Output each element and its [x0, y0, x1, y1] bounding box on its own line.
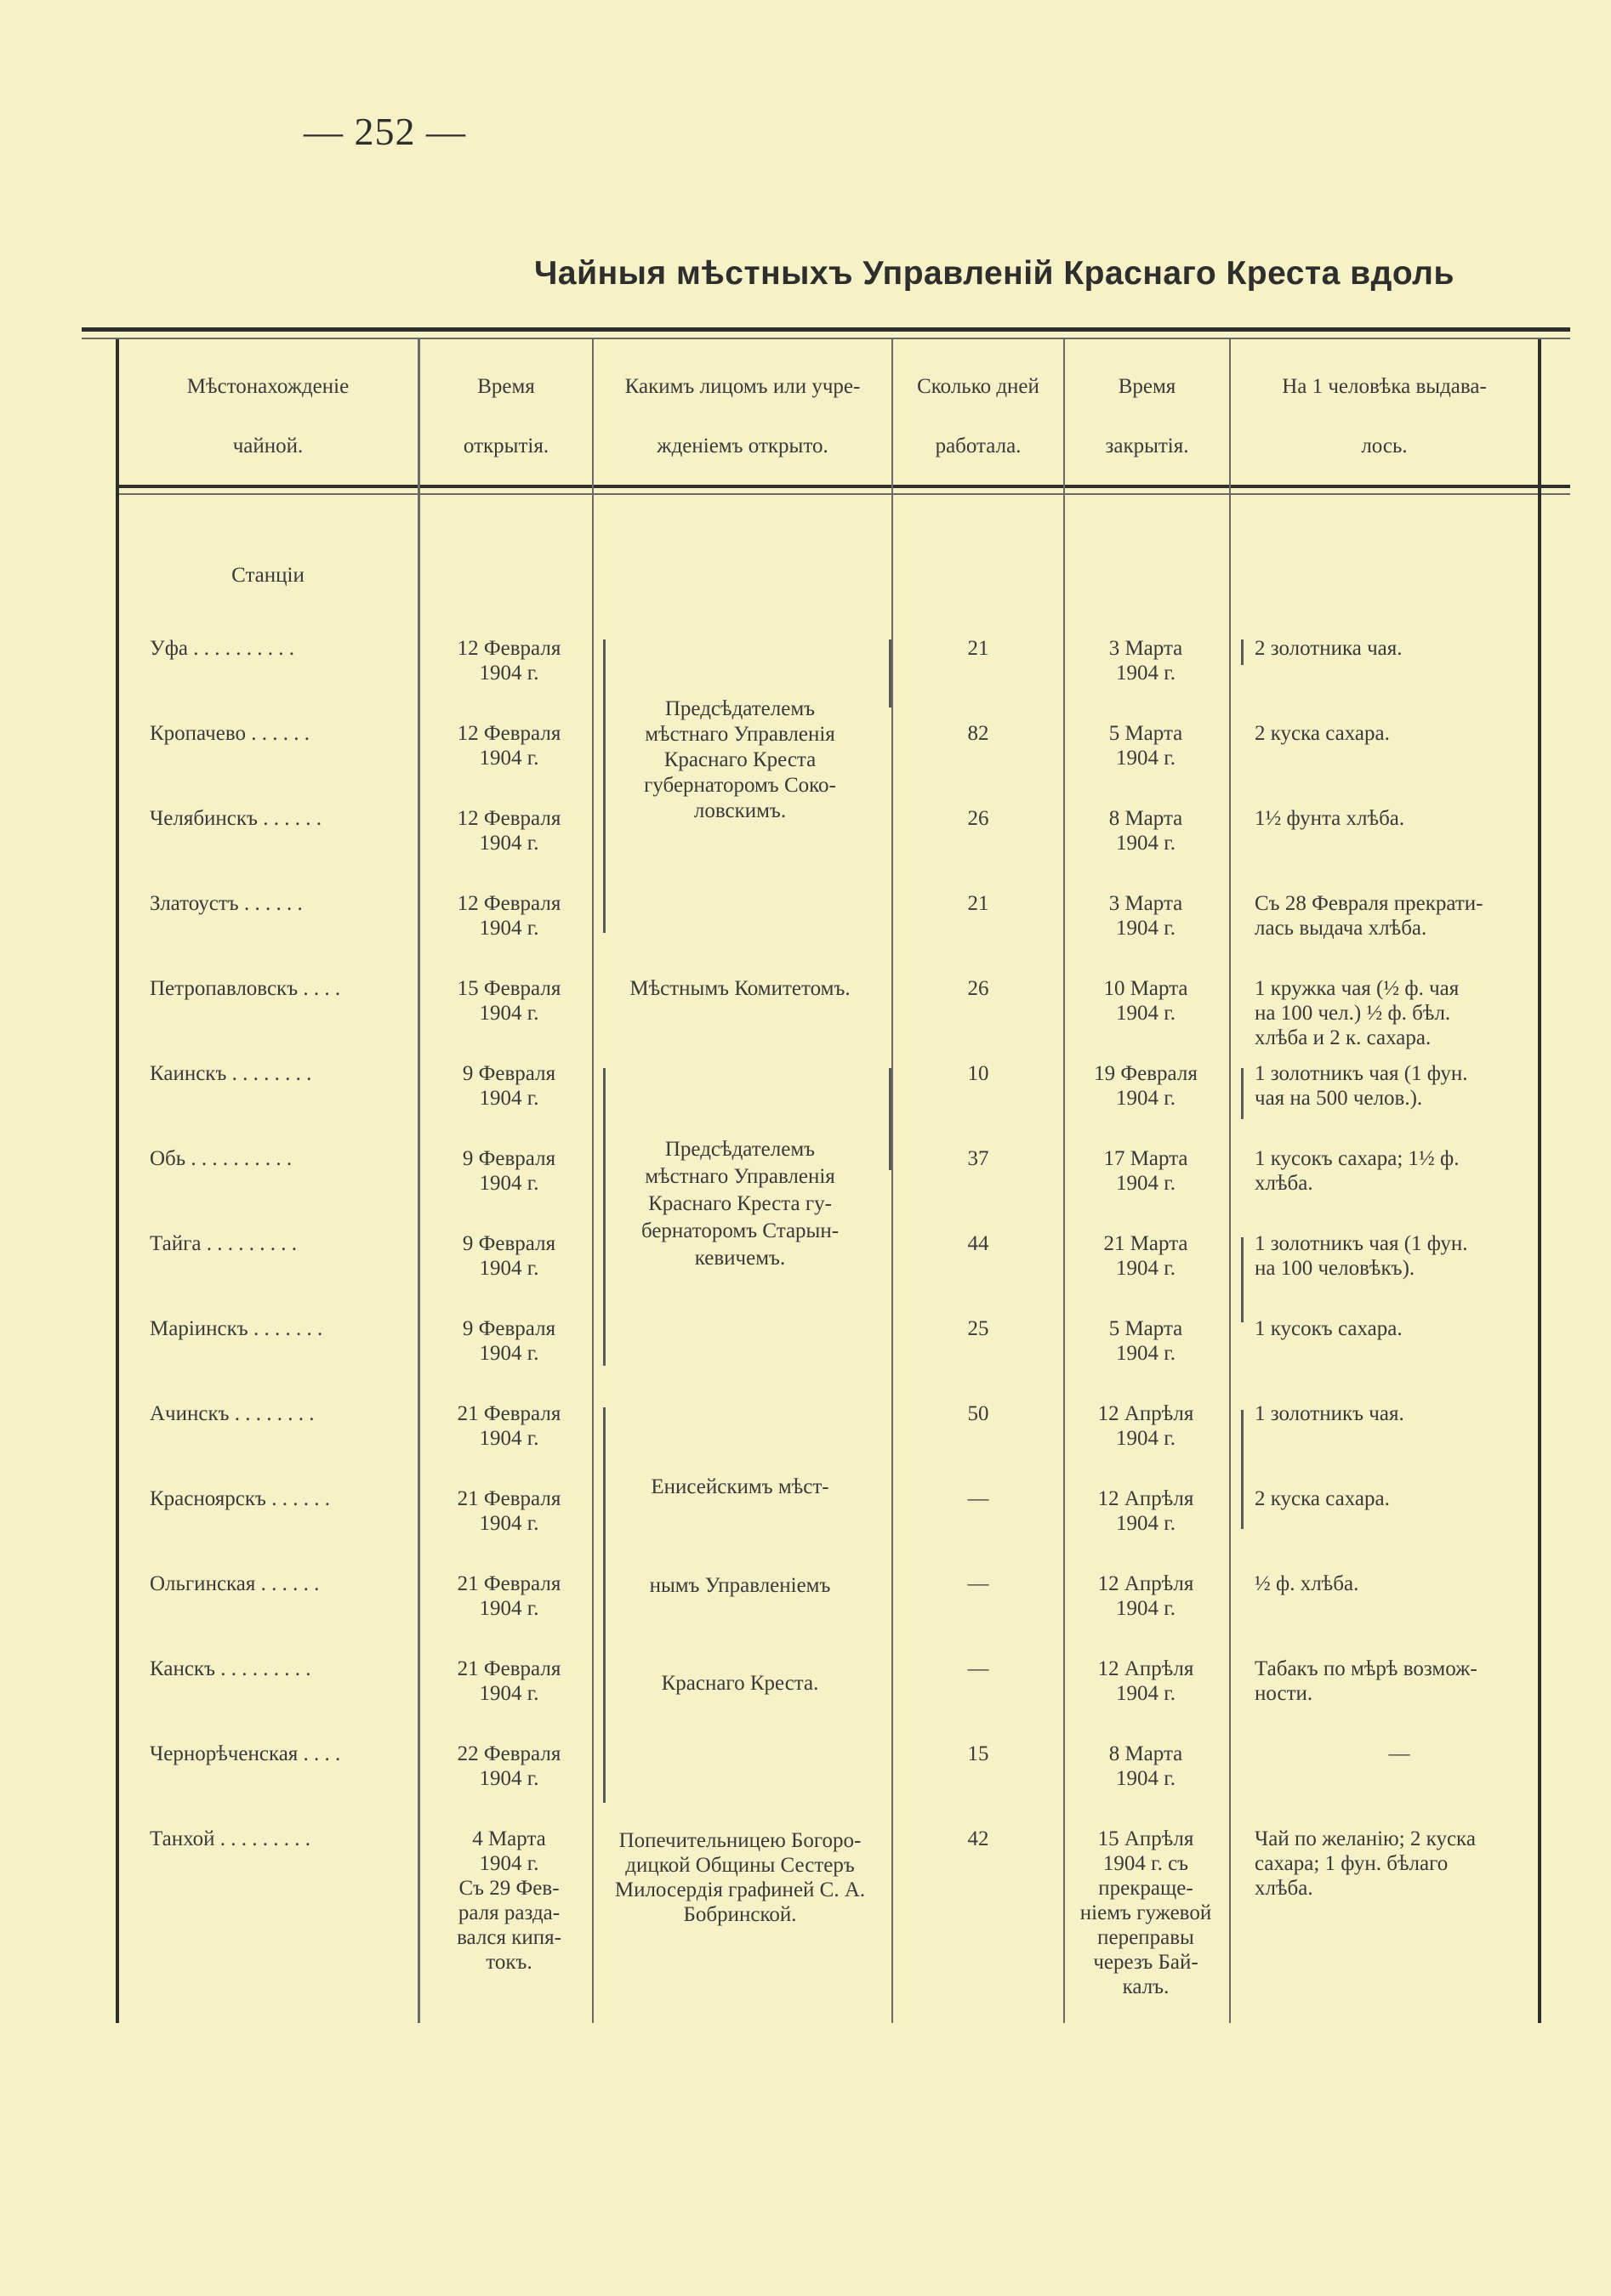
issued-per-person: Чай по желанію; 2 куска сахара; 1 фун. бѣлаго хлѣба.: [1255, 1827, 1476, 1900]
closing-date: 8 Марта 1904 г.: [1108, 807, 1183, 855]
header-closing-time: Время закрытія.: [1105, 375, 1189, 457]
station-name: Канскъ . . . . . . . . .: [150, 1657, 311, 1680]
brace-issued-4: [1241, 1410, 1244, 1529]
closing-date: 17 Марта 1904 г.: [1103, 1147, 1188, 1195]
opening-date: 15 Февраля 1904 г.: [457, 977, 561, 1025]
station-name: Уфа . . . . . . . . . .: [150, 637, 294, 660]
header-issued-per-person: На 1 человѣка выдава- лось.: [1282, 375, 1487, 457]
issued-per-person: 2 куска сахара.: [1255, 722, 1390, 745]
opened-by-group-1: Предсѣдателемъ мѣстнаго Управленія Краснаго Креста губернаторомъ Соко- ловскимъ.: [644, 697, 836, 822]
days-worked: 37: [967, 1147, 989, 1170]
closing-date: 19 Февраля 1904 г.: [1094, 1062, 1198, 1110]
brace-group-1-left: [603, 639, 606, 933]
station-name: Златоустъ . . . . . .: [150, 892, 303, 915]
closing-date: 3 Марта 1904 г.: [1108, 637, 1183, 685]
header-opened-by: Какимъ лицомъ или учре- жденіемъ открыто.: [624, 375, 861, 457]
opened-by-group-4-line-2: нымъ Управленіемъ: [649, 1574, 831, 1597]
brace-group-2-right: [889, 1068, 891, 1170]
column-divider-1: [418, 339, 420, 2023]
station-name: Петропавловскъ . . . .: [150, 977, 341, 1000]
opened-by-group-4-line-3: Краснаго Креста.: [661, 1672, 819, 1695]
days-worked: 82: [967, 722, 989, 745]
station-name: Маріинскъ . . . . . . .: [150, 1317, 323, 1340]
brace-issued-2: [1241, 1068, 1244, 1119]
table-left-border: [116, 339, 119, 2023]
opening-date: 21 Февраля 1904 г.: [457, 1657, 561, 1705]
days-worked: 15: [967, 1742, 989, 1765]
header-bottom-rule: [116, 485, 1570, 488]
opening-date: 9 Февраля 1904 г.: [462, 1317, 556, 1365]
closing-date: 3 Марта 1904 г.: [1108, 892, 1183, 940]
issued-per-person: 1 золотникъ чая (1 фун. на 100 человѣкъ).: [1255, 1232, 1468, 1280]
table-top-rule-inner: [82, 338, 1570, 339]
station-name: Ольгинская . . . . . .: [150, 1572, 320, 1595]
opened-by-group-3: Предсѣдателемъ мѣстнаго Управленія Краснаго Креста гу- бернаторомъ Старын- кевичемъ.: [640, 1138, 840, 1270]
closing-date: 5 Марта 1904 г.: [1108, 722, 1183, 770]
issued-per-person: Съ 28 Февраля прекрати- лась выдача хлѣба.: [1255, 892, 1483, 940]
brace-group-1-right: [889, 639, 891, 708]
station-name: Красноярскъ . . . . . .: [150, 1487, 330, 1510]
days-worked: 26: [967, 977, 989, 1000]
closing-date: 12 Апрѣля 1904 г.: [1097, 1487, 1194, 1535]
closing-date: 5 Марта 1904 г.: [1108, 1317, 1183, 1365]
days-worked: 10: [967, 1062, 989, 1085]
document-title: Чайныя мѣстныхъ Управленій Краснаго Креста вдоль: [534, 255, 1454, 292]
days-worked: 21: [967, 892, 989, 915]
closing-date: 10 Марта 1904 г.: [1103, 977, 1188, 1025]
header-opening-time: Время открытія.: [463, 375, 549, 457]
issued-per-person: —: [1388, 1742, 1410, 1765]
column-divider-5: [1229, 339, 1231, 2023]
station-name: Тайга . . . . . . . . .: [150, 1232, 297, 1255]
closing-date: 15 Апрѣля 1904 г. съ прекраще- ніемъ гужевой переправы черезъ Бай- калъ.: [1079, 1827, 1212, 1998]
closing-date: 12 Апрѣля 1904 г.: [1097, 1572, 1194, 1620]
table-top-rule: [82, 327, 1570, 332]
days-worked: —: [967, 1572, 989, 1595]
issued-per-person: 1 кусокъ сахара; 1½ ф. хлѣба.: [1255, 1147, 1460, 1195]
issued-per-person: 1 золотникъ чая (1 фун. чая на 500 челов.).: [1255, 1062, 1468, 1110]
days-worked: 26: [967, 807, 989, 830]
issued-per-person: 1½ фунта хлѣба.: [1255, 807, 1405, 830]
closing-date: 21 Марта 1904 г.: [1103, 1232, 1188, 1280]
issued-per-person: Табакъ по мѣрѣ возмож- ности.: [1255, 1657, 1477, 1705]
station-name: Кропачево . . . . . .: [150, 722, 310, 745]
opened-by-group-5: Попечительницею Богоро- дицкой Общины Сестеръ Милосердія графиней С. А. Бобринской.: [614, 1829, 866, 1926]
station-name: Ачинскъ . . . . . . . .: [150, 1402, 315, 1425]
opening-date: 9 Февраля 1904 г.: [462, 1062, 556, 1110]
station-name: Чернорѣченская . . . .: [150, 1742, 341, 1765]
header-location: Мѣстонахожденіе чайной.: [186, 375, 350, 457]
days-worked: 25: [967, 1317, 989, 1340]
opening-date: 21 Февраля 1904 г.: [457, 1402, 561, 1450]
opening-date: 4 Марта 1904 г. Съ 29 Фев- раля разда- вался кипя- токъ.: [457, 1827, 561, 1974]
issued-per-person: 1 кружка чая (½ ф. чая на 100 чел.) ½ ф. бѣл. хлѣба и 2 к. сахара.: [1255, 977, 1460, 1049]
brace-group-3-left: [603, 1407, 606, 1803]
opening-date: 12 Февраля 1904 г.: [457, 722, 561, 770]
issued-per-person: 1 кусокъ сахара.: [1255, 1317, 1403, 1340]
brace-group-2-left: [603, 1068, 606, 1366]
header-days-worked: Сколько дней работала.: [917, 375, 1039, 457]
page-number: — 252 —: [304, 110, 466, 153]
brace-issued-3: [1241, 1237, 1244, 1322]
opening-date: 21 Февраля 1904 г.: [457, 1572, 561, 1620]
issued-per-person: ½ ф. хлѣба.: [1255, 1572, 1359, 1595]
opening-date: 9 Февраля 1904 г.: [462, 1232, 556, 1280]
station-name: Танхой . . . . . . . . .: [150, 1827, 311, 1850]
days-worked: 21: [967, 637, 989, 660]
column-divider-3: [891, 339, 893, 2023]
issued-per-person: 2 куска сахара.: [1255, 1487, 1390, 1510]
closing-date: 8 Марта 1904 г.: [1108, 1742, 1183, 1790]
opening-date: 22 Февраля 1904 г.: [457, 1742, 561, 1790]
station-name: Обь . . . . . . . . . .: [150, 1147, 293, 1170]
opening-date: 12 Февраля 1904 г.: [457, 892, 561, 940]
issued-per-person: 1 золотникъ чая.: [1255, 1402, 1404, 1425]
opening-date: 21 Февраля 1904 г.: [457, 1487, 561, 1535]
station-name: Челябинскъ . . . . . .: [150, 807, 322, 830]
header-bottom-rule-inner: [116, 493, 1570, 495]
issued-per-person: 2 золотника чая.: [1255, 637, 1403, 660]
days-worked: —: [967, 1487, 989, 1510]
opened-by-group-4-line-1: Енисейскимъ мѣст-: [651, 1475, 829, 1498]
brace-issued-1: [1241, 639, 1244, 665]
days-worked: 42: [967, 1827, 989, 1850]
opening-date: 9 Февраля 1904 г.: [462, 1147, 556, 1195]
closing-date: 12 Апрѣля 1904 г.: [1097, 1657, 1194, 1705]
opened-by-group-2: Мѣстнымъ Комитетомъ.: [629, 977, 851, 1000]
opening-date: 12 Февраля 1904 г.: [457, 637, 561, 685]
days-worked: 50: [967, 1402, 989, 1425]
closing-date: 12 Апрѣля 1904 г.: [1097, 1402, 1194, 1450]
opening-date: 12 Февраля 1904 г.: [457, 807, 561, 855]
section-label: Станціи: [231, 564, 305, 587]
station-name: Каинскъ . . . . . . . .: [150, 1062, 312, 1085]
days-worked: 44: [967, 1232, 989, 1255]
days-worked: —: [967, 1657, 989, 1680]
